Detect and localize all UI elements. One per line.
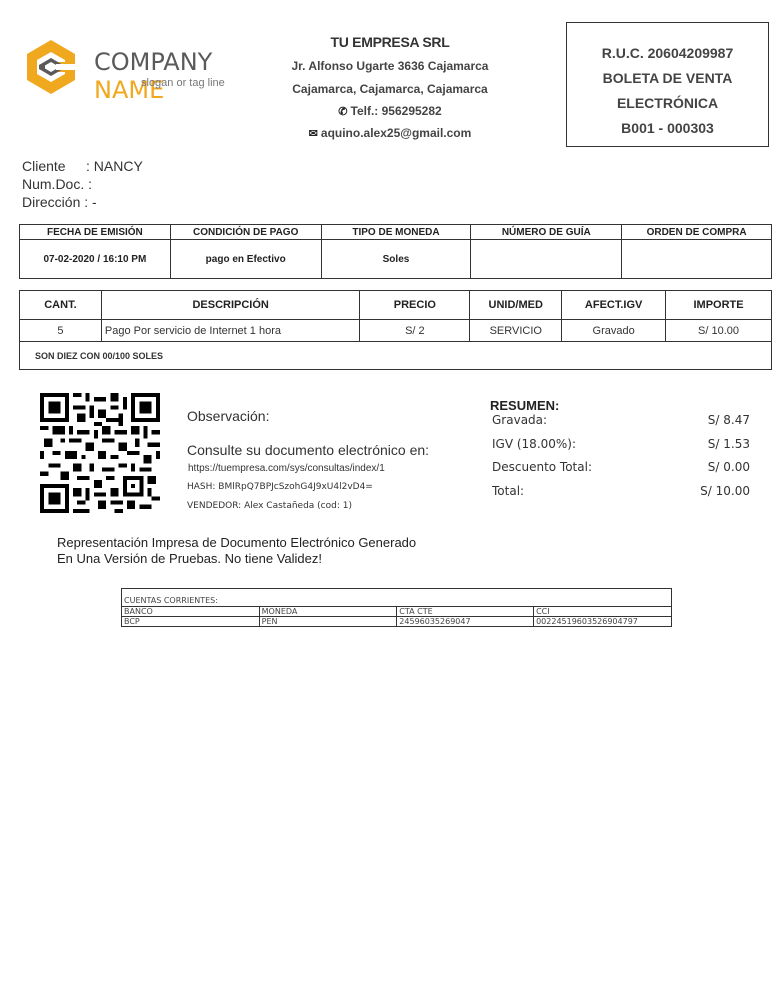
hexagon-logo-icon	[22, 38, 80, 96]
company-address-1: Jr. Alfonso Ugarte 3636 Cajamarca	[291, 59, 489, 73]
header-currency: MONEDA	[259, 607, 397, 617]
consult-url[interactable]: https://tuempresa.com/sys/consultas/index/1	[188, 463, 385, 474]
document-info-table	[19, 224, 772, 279]
company-email	[285, 126, 495, 140]
header-payment-condition: CONDICIÓN DE PAGO	[170, 225, 321, 240]
qr-code-icon	[40, 393, 160, 513]
table-row	[20, 240, 772, 279]
header-qty: CANT.	[20, 291, 102, 320]
summary-value: S/ 1.53	[707, 436, 750, 451]
summary-label: Total:	[492, 483, 525, 498]
table-header-row	[122, 607, 672, 617]
summary-label: Gravada:	[492, 413, 548, 427]
table-row	[122, 617, 672, 627]
client-address-label: Dirección	[22, 194, 81, 210]
header-igv: AFECT.IGV	[562, 291, 666, 320]
header-bank: BANCO	[122, 607, 260, 617]
accounts-title-row	[122, 589, 672, 607]
summary-row-igv	[490, 437, 750, 461]
issue-date-value: 07-02-2020 / 16:10 PM	[20, 240, 171, 279]
ruc-box	[566, 22, 769, 147]
ruc-number: R.U.C. 20604209987	[601, 45, 734, 61]
summary-value: S/ 8.47	[707, 413, 750, 427]
table-row	[20, 320, 772, 342]
company-name: TU EMPRESA SRL	[330, 34, 450, 50]
header-unit: UNID/MED	[470, 291, 562, 320]
item-description: Pago Por servicio de Internet 1 hora	[101, 320, 360, 342]
purchase-order-value	[622, 240, 772, 279]
table-header-row	[20, 291, 772, 320]
client-doc-row	[22, 175, 143, 193]
summary-row-total	[490, 484, 750, 508]
accounts-table	[121, 588, 672, 627]
observation-label: Observación:	[187, 408, 270, 424]
item-amount: S/ 10.00	[666, 320, 772, 342]
currency-value: Soles	[321, 240, 471, 279]
client-info	[22, 157, 143, 211]
doc-type-1: BOLETA DE VENTA	[602, 70, 733, 86]
client-name-row	[22, 157, 143, 175]
items-table	[19, 290, 772, 370]
summary-title: RESUMEN:	[490, 398, 560, 413]
payment-condition-value: pago en Efectivo	[170, 240, 321, 279]
envelope-icon: ✉	[308, 128, 318, 140]
header-purchase-order: ORDEN DE COMPRA	[622, 225, 772, 240]
header-guide-number: NÚMERO DE GUÍA	[471, 225, 622, 240]
item-unit: SERVICIO	[470, 320, 562, 342]
table-header-row	[20, 225, 772, 240]
item-price: S/ 2	[360, 320, 470, 342]
company-info	[285, 34, 495, 140]
client-name-value: : NANCY	[86, 158, 143, 174]
logo-company: COMPANY	[94, 48, 213, 76]
summary-panel	[490, 398, 750, 507]
client-address-row	[22, 193, 143, 211]
header-currency: TIPO DE MONEDA	[321, 225, 471, 240]
header-amount: IMPORTE	[666, 291, 772, 320]
client-doc-label: Num.Doc.	[22, 176, 85, 192]
client-address-value: : -	[84, 194, 97, 210]
summary-value: S/ 0.00	[707, 460, 750, 474]
company-phone	[285, 104, 495, 118]
company-logo	[22, 38, 282, 104]
doc-type-2: ELECTRÓNICA	[616, 95, 719, 111]
item-qty: 5	[20, 320, 102, 342]
client-doc-value: :	[88, 176, 93, 192]
hash-text: HASH: BMlRpQ7BPJcSzohG4J9xU4l2vD4=	[187, 482, 373, 492]
header-description: DESCRIPCIÓN	[101, 291, 360, 320]
currency-value: PEN	[259, 617, 397, 627]
representation-line-2: En Una Versión de Pruebas. No tiene Validez!	[57, 551, 322, 566]
bank-value: BCP	[122, 617, 260, 627]
guide-number-value	[471, 240, 622, 279]
summary-label: IGV (18.00%):	[492, 436, 577, 451]
summary-row-taxable	[490, 413, 750, 437]
company-phone-text: Telf.: 956295282	[350, 104, 442, 118]
representation-line-1: Representación Impresa de Documento Electrónico Generado	[57, 535, 417, 550]
summary-row-discount	[490, 460, 750, 484]
doc-number: B001 - 000303	[621, 120, 714, 136]
logo-tagline: slogan or tag line	[141, 77, 225, 89]
client-name-label: Cliente	[22, 158, 66, 174]
consult-text: Consulte su documento electrónico en:	[187, 442, 430, 458]
accounts-title: CUENTAS CORRIENTES:	[122, 589, 672, 607]
logo-wordmark	[94, 48, 282, 104]
amount-in-words: SON DIEZ CON 00/100 SOLES	[20, 342, 772, 370]
header-price: PRECIO	[360, 291, 470, 320]
header-issue-date: FECHA DE EMISIÓN	[20, 225, 171, 240]
summary-value: S/ 10.00	[700, 483, 750, 498]
company-email-text: aquino.alex25@gmail.com	[320, 126, 472, 140]
cci-value: 00224519603526904797	[534, 617, 672, 627]
vendor-text: VENDEDOR: Alex Castañeda (cod: 1)	[187, 501, 352, 511]
header-account: CTA CTE	[397, 607, 534, 617]
summary-label: Descuento Total:	[492, 460, 592, 474]
representation-notice	[57, 535, 416, 567]
item-igv: Gravado	[562, 320, 666, 342]
amount-words-row	[20, 342, 772, 370]
phone-icon: ✆	[338, 106, 348, 118]
header-cci: CCI	[534, 607, 672, 617]
company-address-2: Cajamarca, Cajamarca, Cajamarca	[292, 82, 488, 96]
logo-name: NAME	[94, 76, 165, 104]
account-value: 24596035269047	[397, 617, 534, 627]
